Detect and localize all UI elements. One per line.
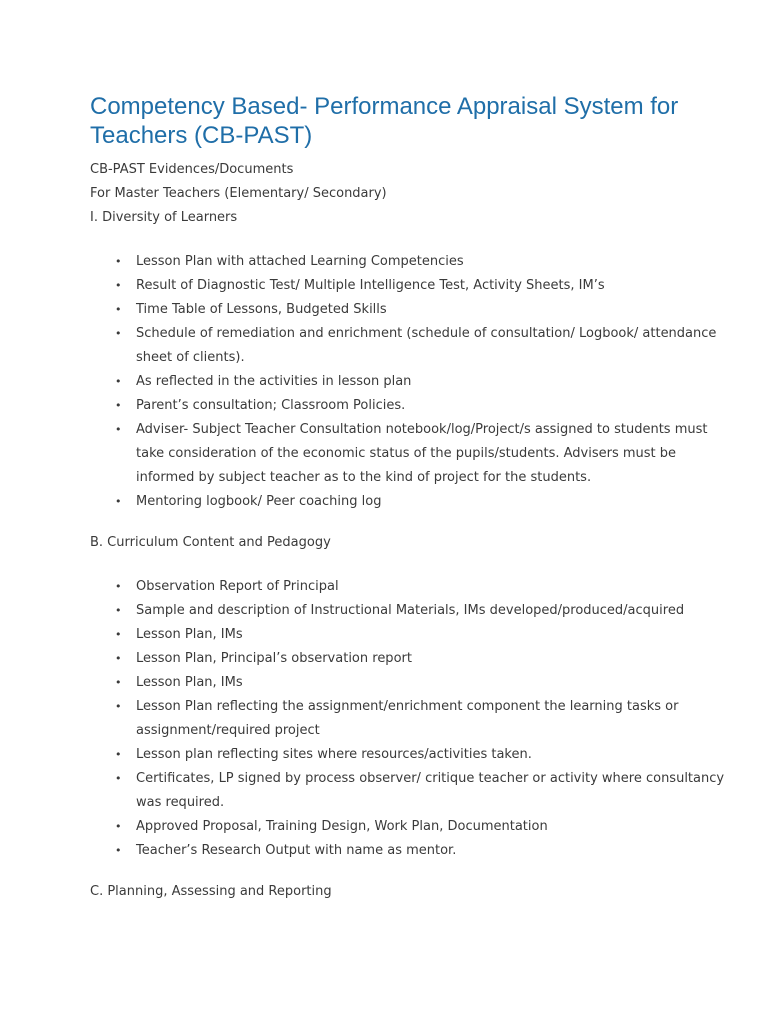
bullet-icon: • — [115, 303, 122, 316]
curriculum-evidence-list — [90, 575, 730, 863]
list-item-text: Certificates, LP signed by process observer/ critique teacher or activity where consultancy was required. — [136, 771, 725, 810]
list-item — [90, 575, 730, 599]
list-item — [90, 322, 730, 370]
bullet-icon: • — [115, 255, 122, 268]
bullet-icon: • — [115, 604, 122, 617]
bullet-icon: • — [115, 399, 122, 412]
list-item-text: Approved Proposal, Training Design, Work Plan, Documentation — [136, 819, 548, 834]
section-heading-diversity: I. Diversity of Learners — [90, 210, 238, 225]
list-item — [90, 647, 730, 671]
list-item-text: Schedule of remediation and enrichment (schedule of consultation/ Logbook/ attendance sheet of clients). — [136, 326, 717, 365]
bullet-icon: • — [115, 327, 122, 340]
list-item-text: As reflected in the activities in lesson plan — [136, 374, 412, 389]
bullet-icon: • — [115, 628, 122, 641]
list-item — [90, 743, 730, 767]
document-title: Competency Based- Performance Appraisal System for Teachers (CB-PAST) — [90, 93, 679, 149]
list-item-text: Result of Diagnostic Test/ Multiple Intelligence Test, Activity Sheets, IM’s — [136, 278, 605, 293]
bullet-icon: • — [115, 844, 122, 857]
list-item — [90, 418, 730, 490]
list-item — [90, 839, 730, 863]
list-item-text: Lesson plan reflecting sites where resources/activities taken. — [136, 747, 532, 762]
list-item-text: Adviser- Subject Teacher Consultation notebook/log/Project/s assigned to students must take consideration of the economic status of the pupils/students. Advisers must be informed by subject teacher as to the kind of project for the students. — [136, 422, 708, 485]
list-item — [90, 394, 730, 418]
list-item-text: Lesson Plan, Principal’s observation report — [136, 651, 412, 666]
list-item-text: Lesson Plan reflecting the assignment/enrichment component the learning tasks or assignment/required project — [136, 699, 679, 738]
list-item-text: Lesson Plan, IMs — [136, 627, 243, 642]
list-item — [90, 767, 730, 815]
bullet-icon: • — [115, 580, 122, 593]
document-audience: For Master Teachers (Elementary/ Secondary) — [90, 186, 387, 201]
list-item-text: Teacher’s Research Output with name as mentor. — [136, 843, 457, 858]
section-heading-planning: C. Planning, Assessing and Reporting — [90, 884, 332, 899]
list-item — [90, 250, 730, 274]
list-item-text: Lesson Plan, IMs — [136, 675, 243, 690]
list-item — [90, 298, 730, 322]
list-item — [90, 815, 730, 839]
bullet-icon: • — [115, 279, 122, 292]
list-item-text: Sample and description of Instructional Materials, IMs developed/produced/acquired — [136, 603, 685, 618]
bullet-icon: • — [115, 375, 122, 388]
bullet-icon: • — [115, 820, 122, 833]
bullet-icon: • — [115, 676, 122, 689]
diversity-evidence-list — [90, 250, 730, 514]
list-item — [90, 274, 730, 298]
document-subtitle: CB-PAST Evidences/Documents — [90, 162, 294, 177]
list-item — [90, 623, 730, 647]
list-item — [90, 695, 730, 743]
list-item — [90, 671, 730, 695]
list-item-text: Parent’s consultation; Classroom Policies. — [136, 398, 406, 413]
list-item-text: Mentoring logbook/ Peer coaching log — [136, 494, 382, 509]
list-item-text: Time Table of Lessons, Budgeted Skills — [136, 302, 387, 317]
bullet-icon: • — [115, 652, 122, 665]
list-item — [90, 490, 730, 514]
section-heading-curriculum: B. Curriculum Content and Pedagogy — [90, 535, 331, 550]
bullet-icon: • — [115, 772, 122, 785]
list-item — [90, 599, 730, 623]
list-item-text: Lesson Plan with attached Learning Competencies — [136, 254, 464, 269]
bullet-icon: • — [115, 423, 122, 436]
bullet-icon: • — [115, 495, 122, 508]
document-page — [90, 92, 730, 904]
bullet-icon: • — [115, 700, 122, 713]
list-item — [90, 370, 730, 394]
list-item-text: Observation Report of Principal — [136, 579, 339, 594]
bullet-icon: • — [115, 748, 122, 761]
